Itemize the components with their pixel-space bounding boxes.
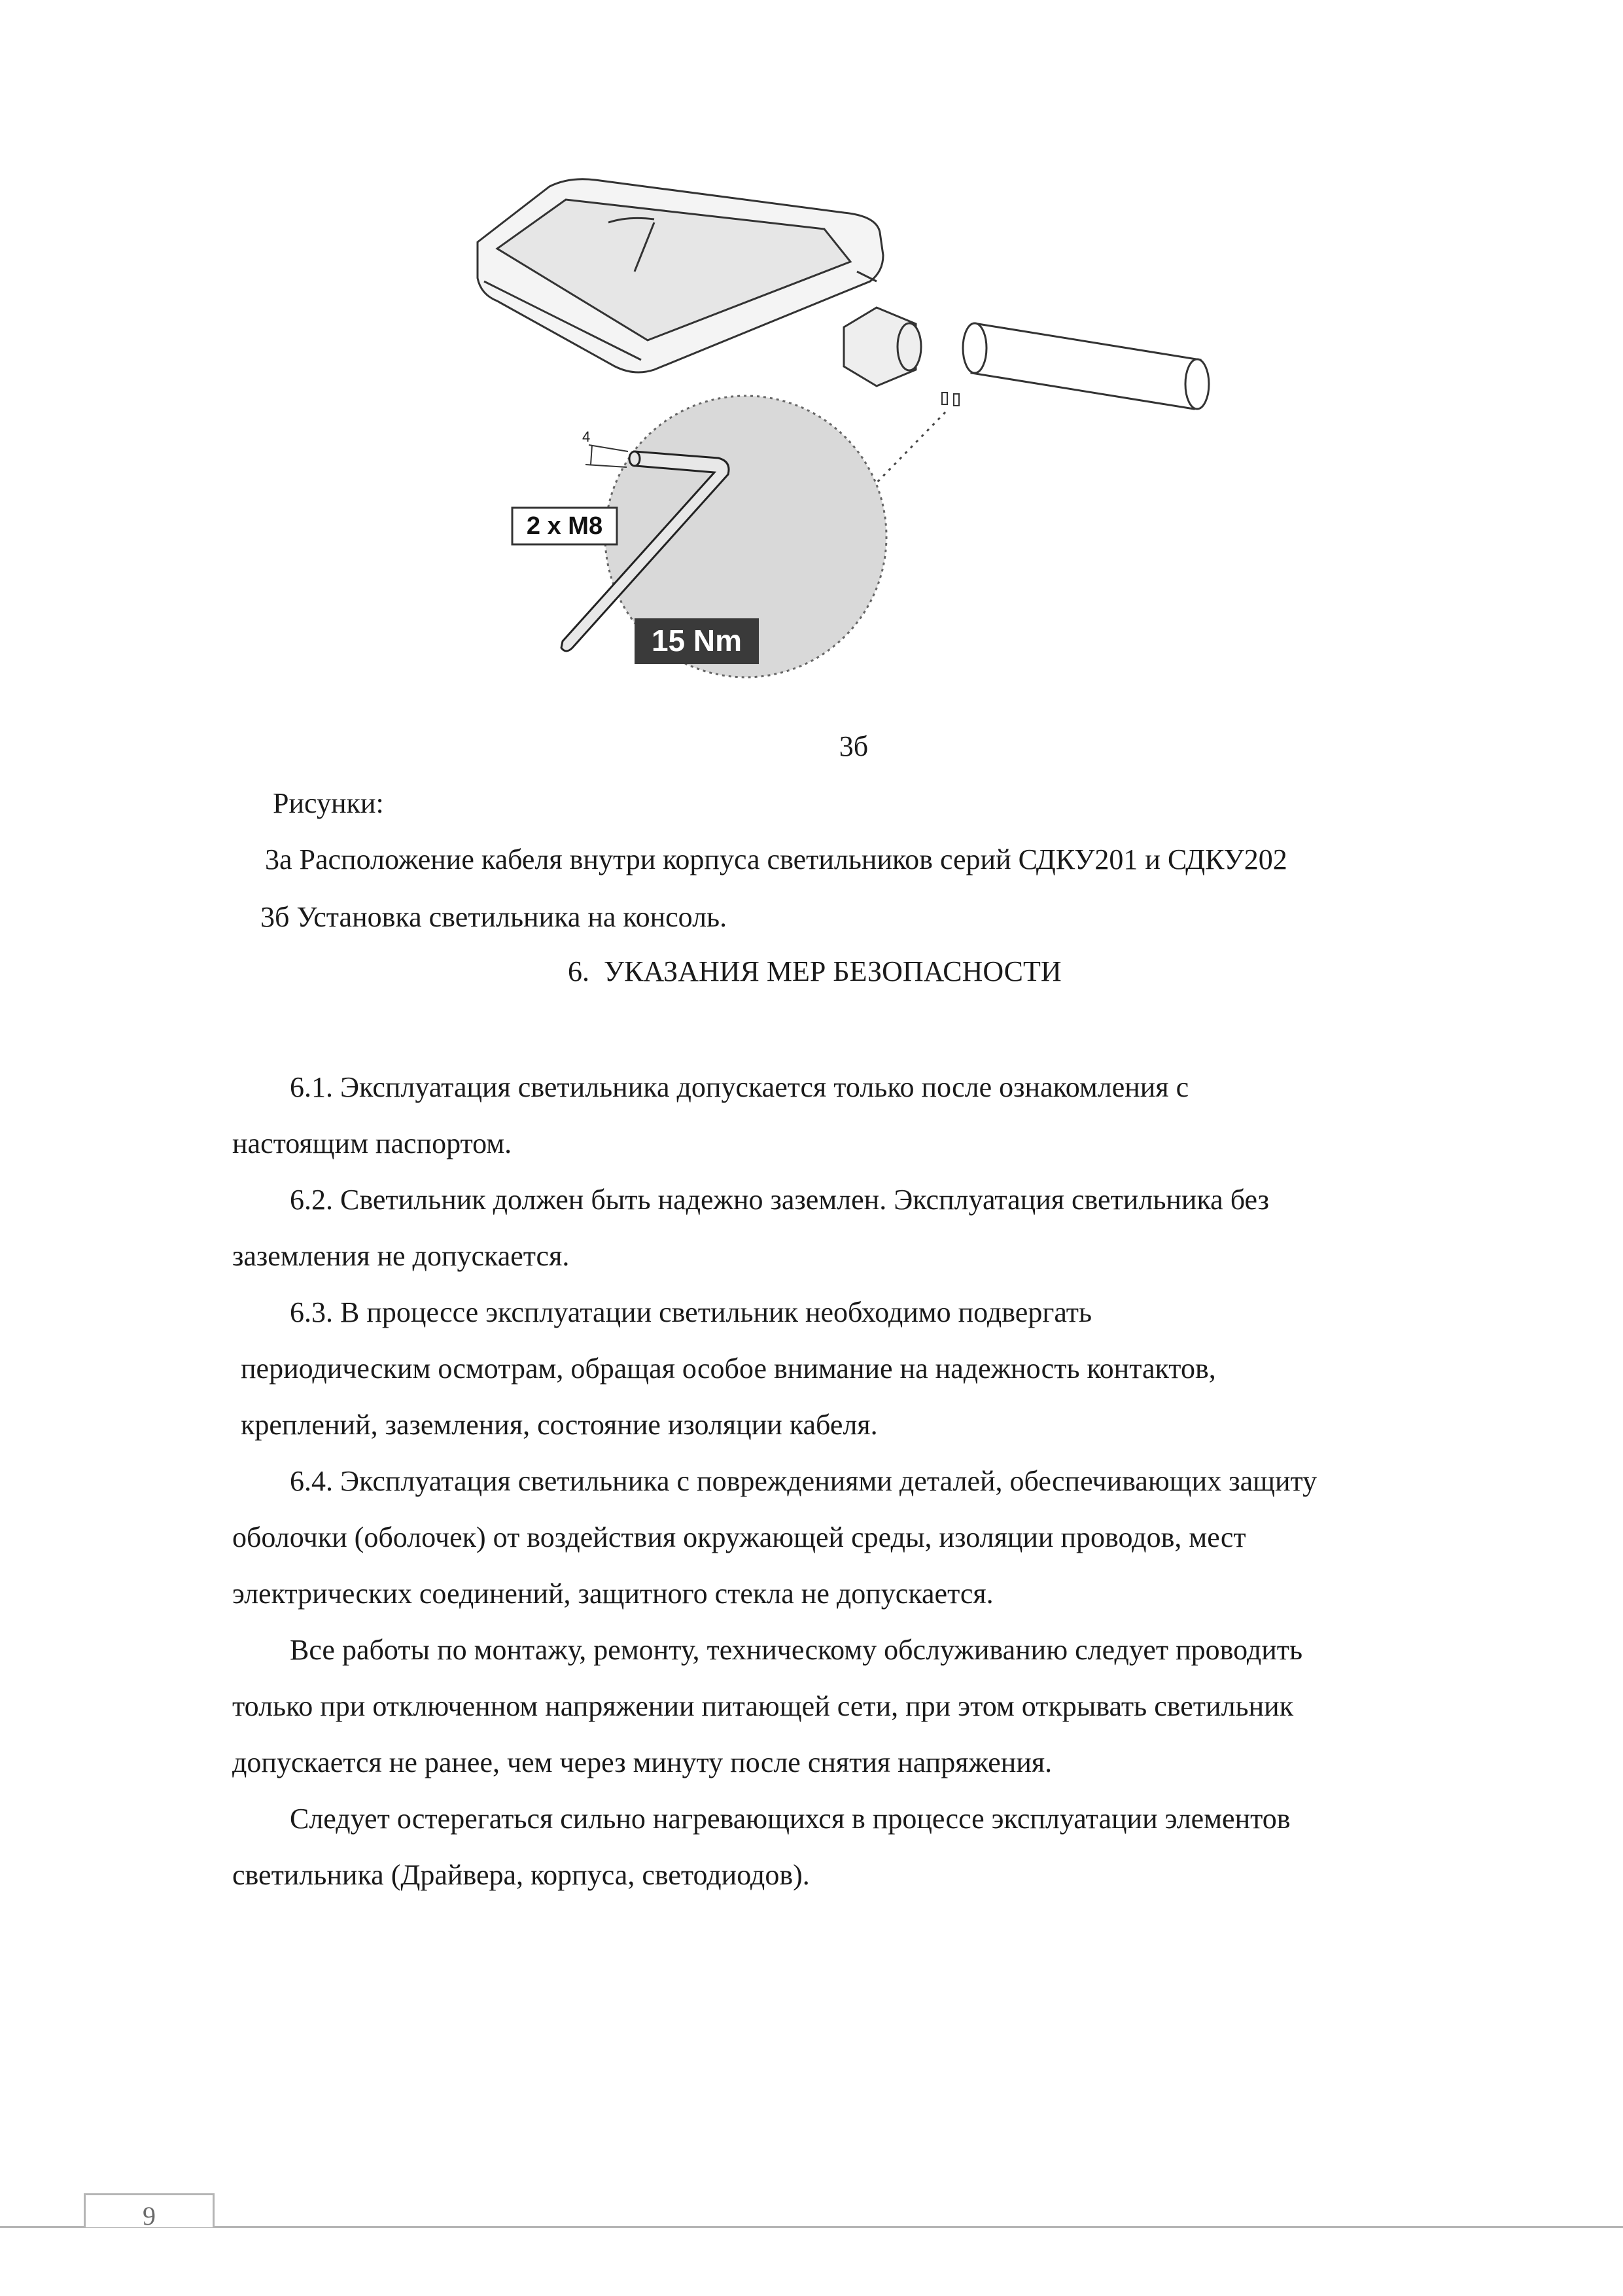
mounting-figure xyxy=(458,150,1269,726)
paragraph-line: 6.2. Светильник должен быть надежно заземлен. Эксплуатация светильника без xyxy=(290,1184,1269,1216)
torque-label: 15 Nm xyxy=(651,624,742,658)
paragraph-line: креплений, заземления, состояние изоляции кабеля. xyxy=(241,1409,878,1441)
screws-icon xyxy=(942,393,959,406)
luminaire-illustration xyxy=(458,150,1269,726)
footer-rule xyxy=(0,2226,1623,2228)
paragraph-line: Все работы по монтажу, ремонту, техническому обслуживанию следует проводить xyxy=(290,1634,1303,1666)
paragraph-line: только при отключенном напряжении питающей сети, при этом открывать светильник xyxy=(232,1690,1294,1722)
section-heading xyxy=(568,957,1062,986)
page-number: 9 xyxy=(143,2201,156,2231)
page-number-tab xyxy=(84,2193,215,2231)
dimension-label: 4 xyxy=(582,429,591,445)
section-number: 6. xyxy=(568,955,589,987)
paragraph-line: допускается не ранее, чем через минуту после снятия напряжения. xyxy=(232,1746,1053,1778)
paragraph-line: заземления не допускается. xyxy=(232,1240,570,1272)
paragraph-line: светильника (Драйвера, корпуса, светодиодов). xyxy=(232,1859,810,1891)
paragraph-line: периодическим осмотрам, обращая особое внимание на надежность контактов, xyxy=(241,1352,1216,1385)
paragraph-line: 6.3. В процессе эксплуатации светильник необходимо подвергать xyxy=(290,1296,1092,1328)
caption-3b: 3б Установка светильника на консоль. xyxy=(260,901,727,933)
bolt-size-label: 2 x M8 xyxy=(526,512,603,540)
paragraph-line: электрических соединений, защитного стекла не допускается. xyxy=(232,1578,994,1610)
paragraph-line: оболочки (оболочек) от воздействия окружающей среды, изоляции проводов, мест xyxy=(232,1521,1246,1553)
console-fitting xyxy=(844,308,921,386)
paragraph-line: Следует остерегаться сильно нагревающихся в процессе эксплуатации элементов xyxy=(290,1803,1291,1835)
section-title: УКАЗАНИЯ МЕР БЕЗОПАСНОСТИ xyxy=(604,955,1062,987)
figure-label: 3б xyxy=(839,730,869,762)
paragraph-line: 6.4. Эксплуатация светильника с повреждениями деталей, обеспечивающих защиту xyxy=(290,1465,1318,1497)
paragraph-line: 6.1. Эксплуатация светильника допускается только после ознакомления с xyxy=(290,1071,1189,1103)
caption-3a: 3а Расположение кабеля внутри корпуса светильников серий СДКУ201 и СДКУ202 xyxy=(265,843,1287,875)
console-pipe xyxy=(963,323,1209,409)
paragraph-line: настоящим паспортом. xyxy=(232,1127,512,1159)
captions-title: Рисунки: xyxy=(273,787,384,819)
